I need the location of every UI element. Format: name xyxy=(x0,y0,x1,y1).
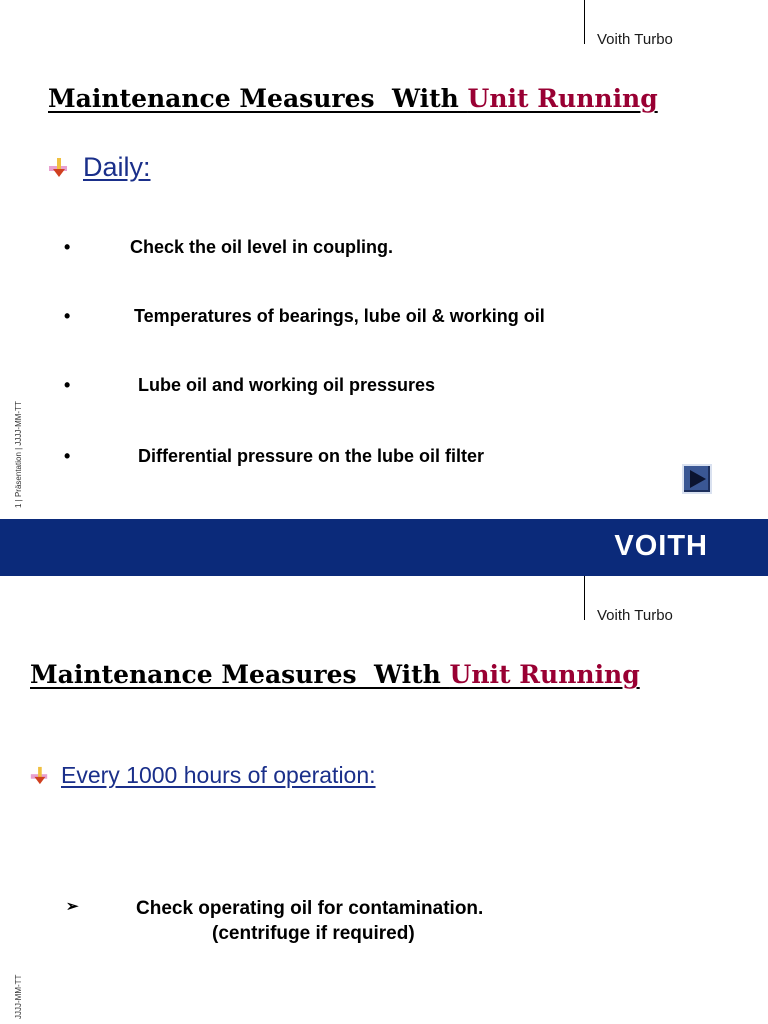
bullet-item: Temperatures of bearings, lube oil & working oil xyxy=(134,306,545,326)
section-heading xyxy=(29,762,376,789)
bullet-dot: • xyxy=(64,237,71,257)
slide-2 xyxy=(0,576,768,1024)
brand-band xyxy=(0,519,768,576)
brand-name: Voith Turbo xyxy=(597,31,673,48)
bullet-dot: • xyxy=(64,446,71,466)
title-highlight: Unit Running xyxy=(449,660,640,689)
brand-divider xyxy=(584,0,585,44)
play-next-icon xyxy=(684,466,710,492)
bullet-item: Differential pressure on the lube oil filter xyxy=(138,446,485,466)
arrow-bullet: ➢ xyxy=(66,898,79,915)
bullet-dot: • xyxy=(64,375,71,395)
title-main: Maintenance Measures With xyxy=(30,660,450,689)
title-main: Maintenance Measures With xyxy=(48,84,468,113)
checklist-item: Check operating oil for contamination. xyxy=(136,898,484,919)
next-slide-button[interactable] xyxy=(682,464,712,494)
section-heading xyxy=(47,152,151,183)
title-highlight: Unit Running xyxy=(467,84,658,113)
footer-side-note: JJJJ-MM-TT xyxy=(14,974,23,1019)
checklist-item-note: (centrifuge if required) xyxy=(212,923,415,944)
heading-text: Every 1000 hours of operation: xyxy=(61,762,376,788)
heading-text: Daily: xyxy=(83,152,151,182)
brand-name: Voith Turbo xyxy=(597,607,673,624)
footer-side-note: 1 | Präsentation | JJJJ-MM-TT xyxy=(14,401,23,508)
bullet-dot: • xyxy=(64,306,71,326)
bullet-item: Check the oil level in coupling. xyxy=(130,237,394,257)
slide-title xyxy=(48,84,658,113)
slide-title xyxy=(30,660,640,689)
voith-logo: VOITH xyxy=(614,530,708,562)
bullet-item: Lube oil and working oil pressures xyxy=(138,375,436,395)
down-arrow-bullet-icon xyxy=(47,157,69,179)
down-arrow-bullet-icon xyxy=(29,766,49,786)
brand-divider xyxy=(584,576,585,620)
